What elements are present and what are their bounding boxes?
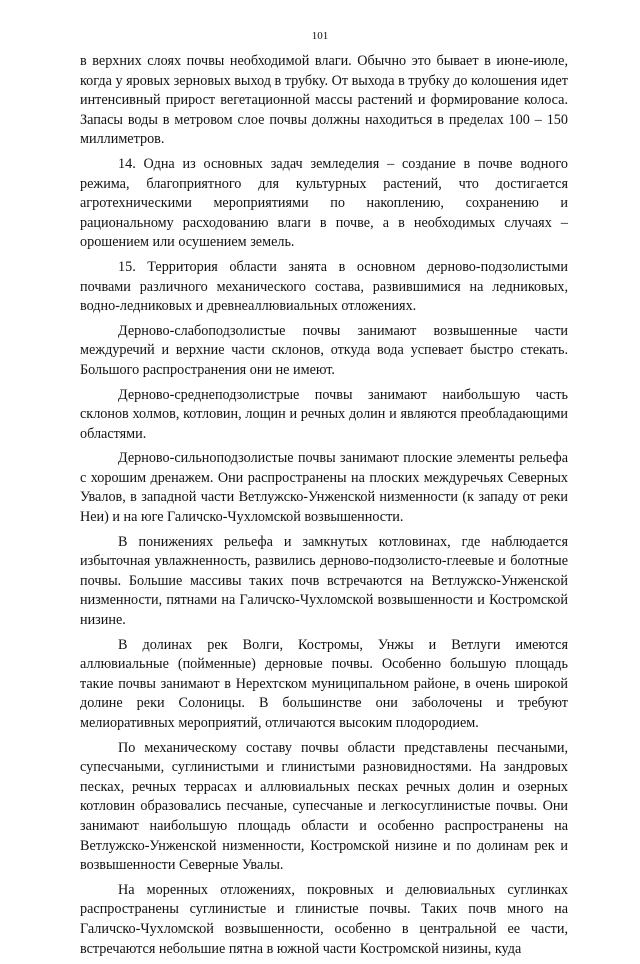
page-number: 101 xyxy=(311,30,329,42)
paragraph-moraine-soils: На моренных отложениях, покровных и делювиальных суглинках распространены суглинистые и глинистые почвы. Таких почв много на Галичско-Чухломской возвышенности, особенно в центральной ее части, встречаются небольшие пятна в южной части Костромской низины, куда xyxy=(80,881,568,957)
page-body xyxy=(80,52,568,964)
paragraph-item-14: 14. Одна из основных задач земледелия – создание в почве водного режима, благоприятного для культурных растений, что достигается агротехническими мероприятиями по накоплению, сохранению и рациональному расходованию влаги в почве, а в необходимых случаях – орошением или осушением земель. xyxy=(80,155,568,251)
paragraph-continuation: в верхних слоях почвы необходимой влаги. Обычно это бывает в июне-июле, когда у яровых зерновых выход в трубку. От выхода в трубку до колошения идет интенсивный прирост вегетационной массы растений и формирование колоса. Запасы воды в метровом слое почвы должны находиться в пределах 100 – 150 миллиметров. xyxy=(80,53,568,148)
paragraph-alluvial-soils: В долинах рек Волги, Костромы, Унжы и Ветлуги имеются аллювиальные (пойменные) дерновые почвы. Особенно большую площадь такие почвы занимают в Нерехтском муниципальном районе, в очень широкой долине реки Солоницы. В большинстве они заболочены и требуют мелиоративных мероприятий, отличаются высоким плодородием. xyxy=(80,636,568,731)
paragraph-medium-podzolic: Дерново-среднеподзолистрые почвы занимают наибольшую часть склонов холмов, котловин, лощин и речных долин и являются преобладающими областями. xyxy=(80,386,568,442)
paragraph-item-15: 15. Территория области занята в основном дерново-подзолистыми почвами различного механического состава, развившимися на ледниковых, водно-ледниковых и древнеаллювиальных отложениях. xyxy=(80,258,568,315)
paragraph-gley-soils: В понижениях рельефа и замкнутых котловинах, где наблюдается избыточная увлажненность, развились дерново-подзолисто-глеевые и болотные почвы. Большие массивы таких почв встречаются на Ветлужско-Унженской низменности, пятнами на Галичско-Чухломской возвышенности и Костромской низине. xyxy=(80,533,568,629)
paragraph-strongly-podzolic: Дерново-сильноподзолистые почвы занимают плоские элементы рельефа с хорошим дренажем. Они распространены на плоских междуречьях Северных Увалов, в западной части Ветлужско-Унженской низменности (к западу от реки Неи) и на юге Галичско-Чухломской возвышенности. xyxy=(80,450,568,526)
paragraph-weakly-podzolic: Дерново-слабоподзолистые почвы занимают возвышенные части междуречий и верхние части склонов, откуда вода успевает быстро стекать. Большого распространения они не имеют. xyxy=(80,322,568,378)
paragraph-mechanical-composition: По механическому составу почвы области представлены песчаными, супесчаными, суглинистыми и глинистыми разновидностями. На зандровых песках, речных террасах и аллювиальных песках речных долин и озерных котловин образовались песчаные, супесчаные и легкосуглинистые почвы. Они занимают наибольшую площадь области и особенно распространены на Ветлужско-Унженской низменности, Костромской низине и по долинам рек и возвышенности Северные Увалы. xyxy=(80,739,568,874)
